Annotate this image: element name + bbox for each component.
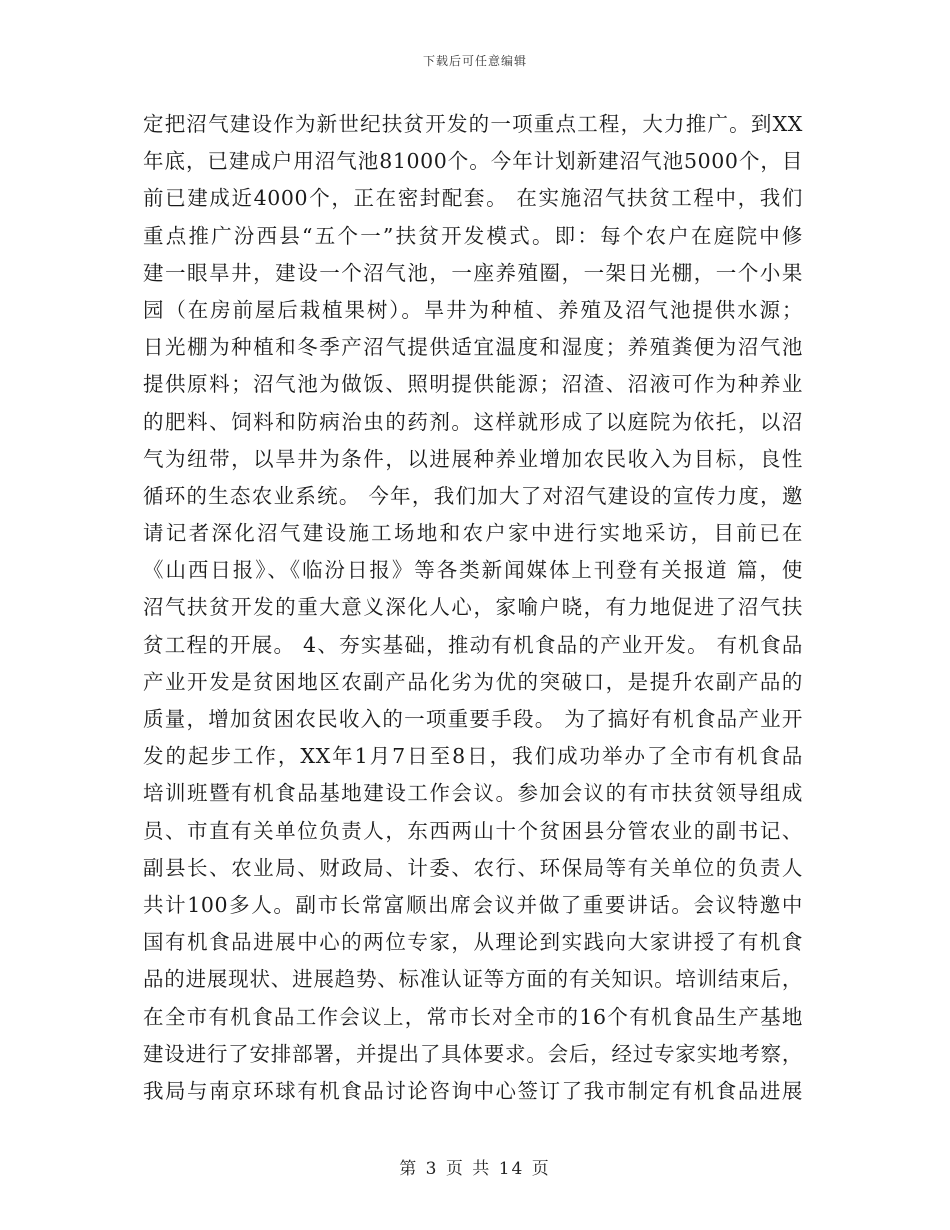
text-line: 沼气扶贫开发的重大意义深化人心，家喻户晓，有力地促进了沼气扶: [143, 595, 803, 620]
text-line: 共计100多人。副市长常富顺出席会议并做了重要讲话。会议特邀中: [143, 892, 803, 917]
text-line: 前已建成近4000个，正在密封配套。 在实施沼气扶贫工程中，我们: [143, 186, 803, 211]
text-line: 提供原料；沼气池为做饭、照明提供能源；沼渣、沼液可作为种养业: [143, 372, 803, 397]
text-line: 品的进展现状、进展趋势、标准认证等方面的有关知识。培训结束后，: [143, 967, 803, 992]
text-line: 质量，增加贫困农民收入的一项重要手段。 为了搞好有机食品产业开: [143, 707, 803, 731]
text-line: 定把沼气建设作为新世纪扶贫开发的一项重点工程，大力推广。到XX: [143, 112, 803, 136]
text-line: 建一眼旱井，建设一个沼气池，一座养殖圈，一架日光棚，一个小果: [143, 260, 803, 285]
text-line: 气为纽带，以旱井为条件，以进展种养业增加农民收入为目标，良性: [143, 446, 803, 471]
page-number-footer: 第 3 页 共 14 页: [399, 1159, 551, 1179]
text-line: 培训班暨有机食品基地建设工作会议。参加会议的有市扶贫领导组成: [143, 781, 803, 806]
page-header: 下载后可任意编辑: [422, 54, 527, 68]
text-line: 重点推广汾西县“五个一”扶贫开发模式。即：每个农户在庭院中修: [143, 223, 803, 248]
text-line: 请记者深化沼气建设施工场地和农户家中进行实地采访，目前已在: [143, 521, 803, 546]
text-line: 日光棚为种植和冬季产沼气提供适宜温度和湿度；养殖粪便为沼气池: [143, 335, 803, 360]
text-line: 发的起步工作，XX年1月7日至8日，我们成功举办了全市有机食品: [143, 744, 803, 769]
text-line: 我局与南京环球有机食品讨论咨询中心签订了我市制定有机食品进展: [143, 1078, 803, 1103]
text-line: 园（在房前屋后栽植果树）。旱井为种植、养殖及沼气池提供水源；: [143, 297, 803, 322]
text-line: 产业开发是贫困地区农副产品化劣为优的突破口，是提升农副产品的: [143, 669, 803, 694]
text-line: 循环的生态农业系统。 今年，我们加大了对沼气建设的宣传力度，邀: [143, 483, 803, 508]
text-line: 建设进行了安排部署，并提出了具体要求。会后，经过专家实地考察，: [143, 1041, 803, 1066]
text-line: 的肥料、饲料和防病治虫的药剂。这样就形成了以庭院为依托，以沼: [143, 409, 803, 434]
body-text: [143, 106, 803, 1110]
text-line: 年底，已建成户用沼气池81000个。今年计划新建沼气池5000个，目: [143, 149, 803, 174]
text-line: 在全市有机食品工作会议上，常市长对全市的16个有机食品生产基地: [143, 1004, 803, 1029]
text-line: 员、市直有关单位负责人，东西两山十个贫困县分管农业的副书记、: [143, 818, 803, 843]
text-line: 副县长、农业局、财政局、计委、农行、环保局等有关单位的负责人: [143, 855, 803, 880]
text-line: 贫工程的开展。 4、夯实基础，推动有机食品的产业开发。 有机食品: [143, 632, 803, 657]
text-line: 《山西日报》、《临汾日报》等各类新闻媒体上刊登有关报道 篇，使: [143, 558, 803, 583]
text-line: 国有机食品进展中心的两位专家，从理论到实践向大家讲授了有机食: [143, 930, 803, 955]
